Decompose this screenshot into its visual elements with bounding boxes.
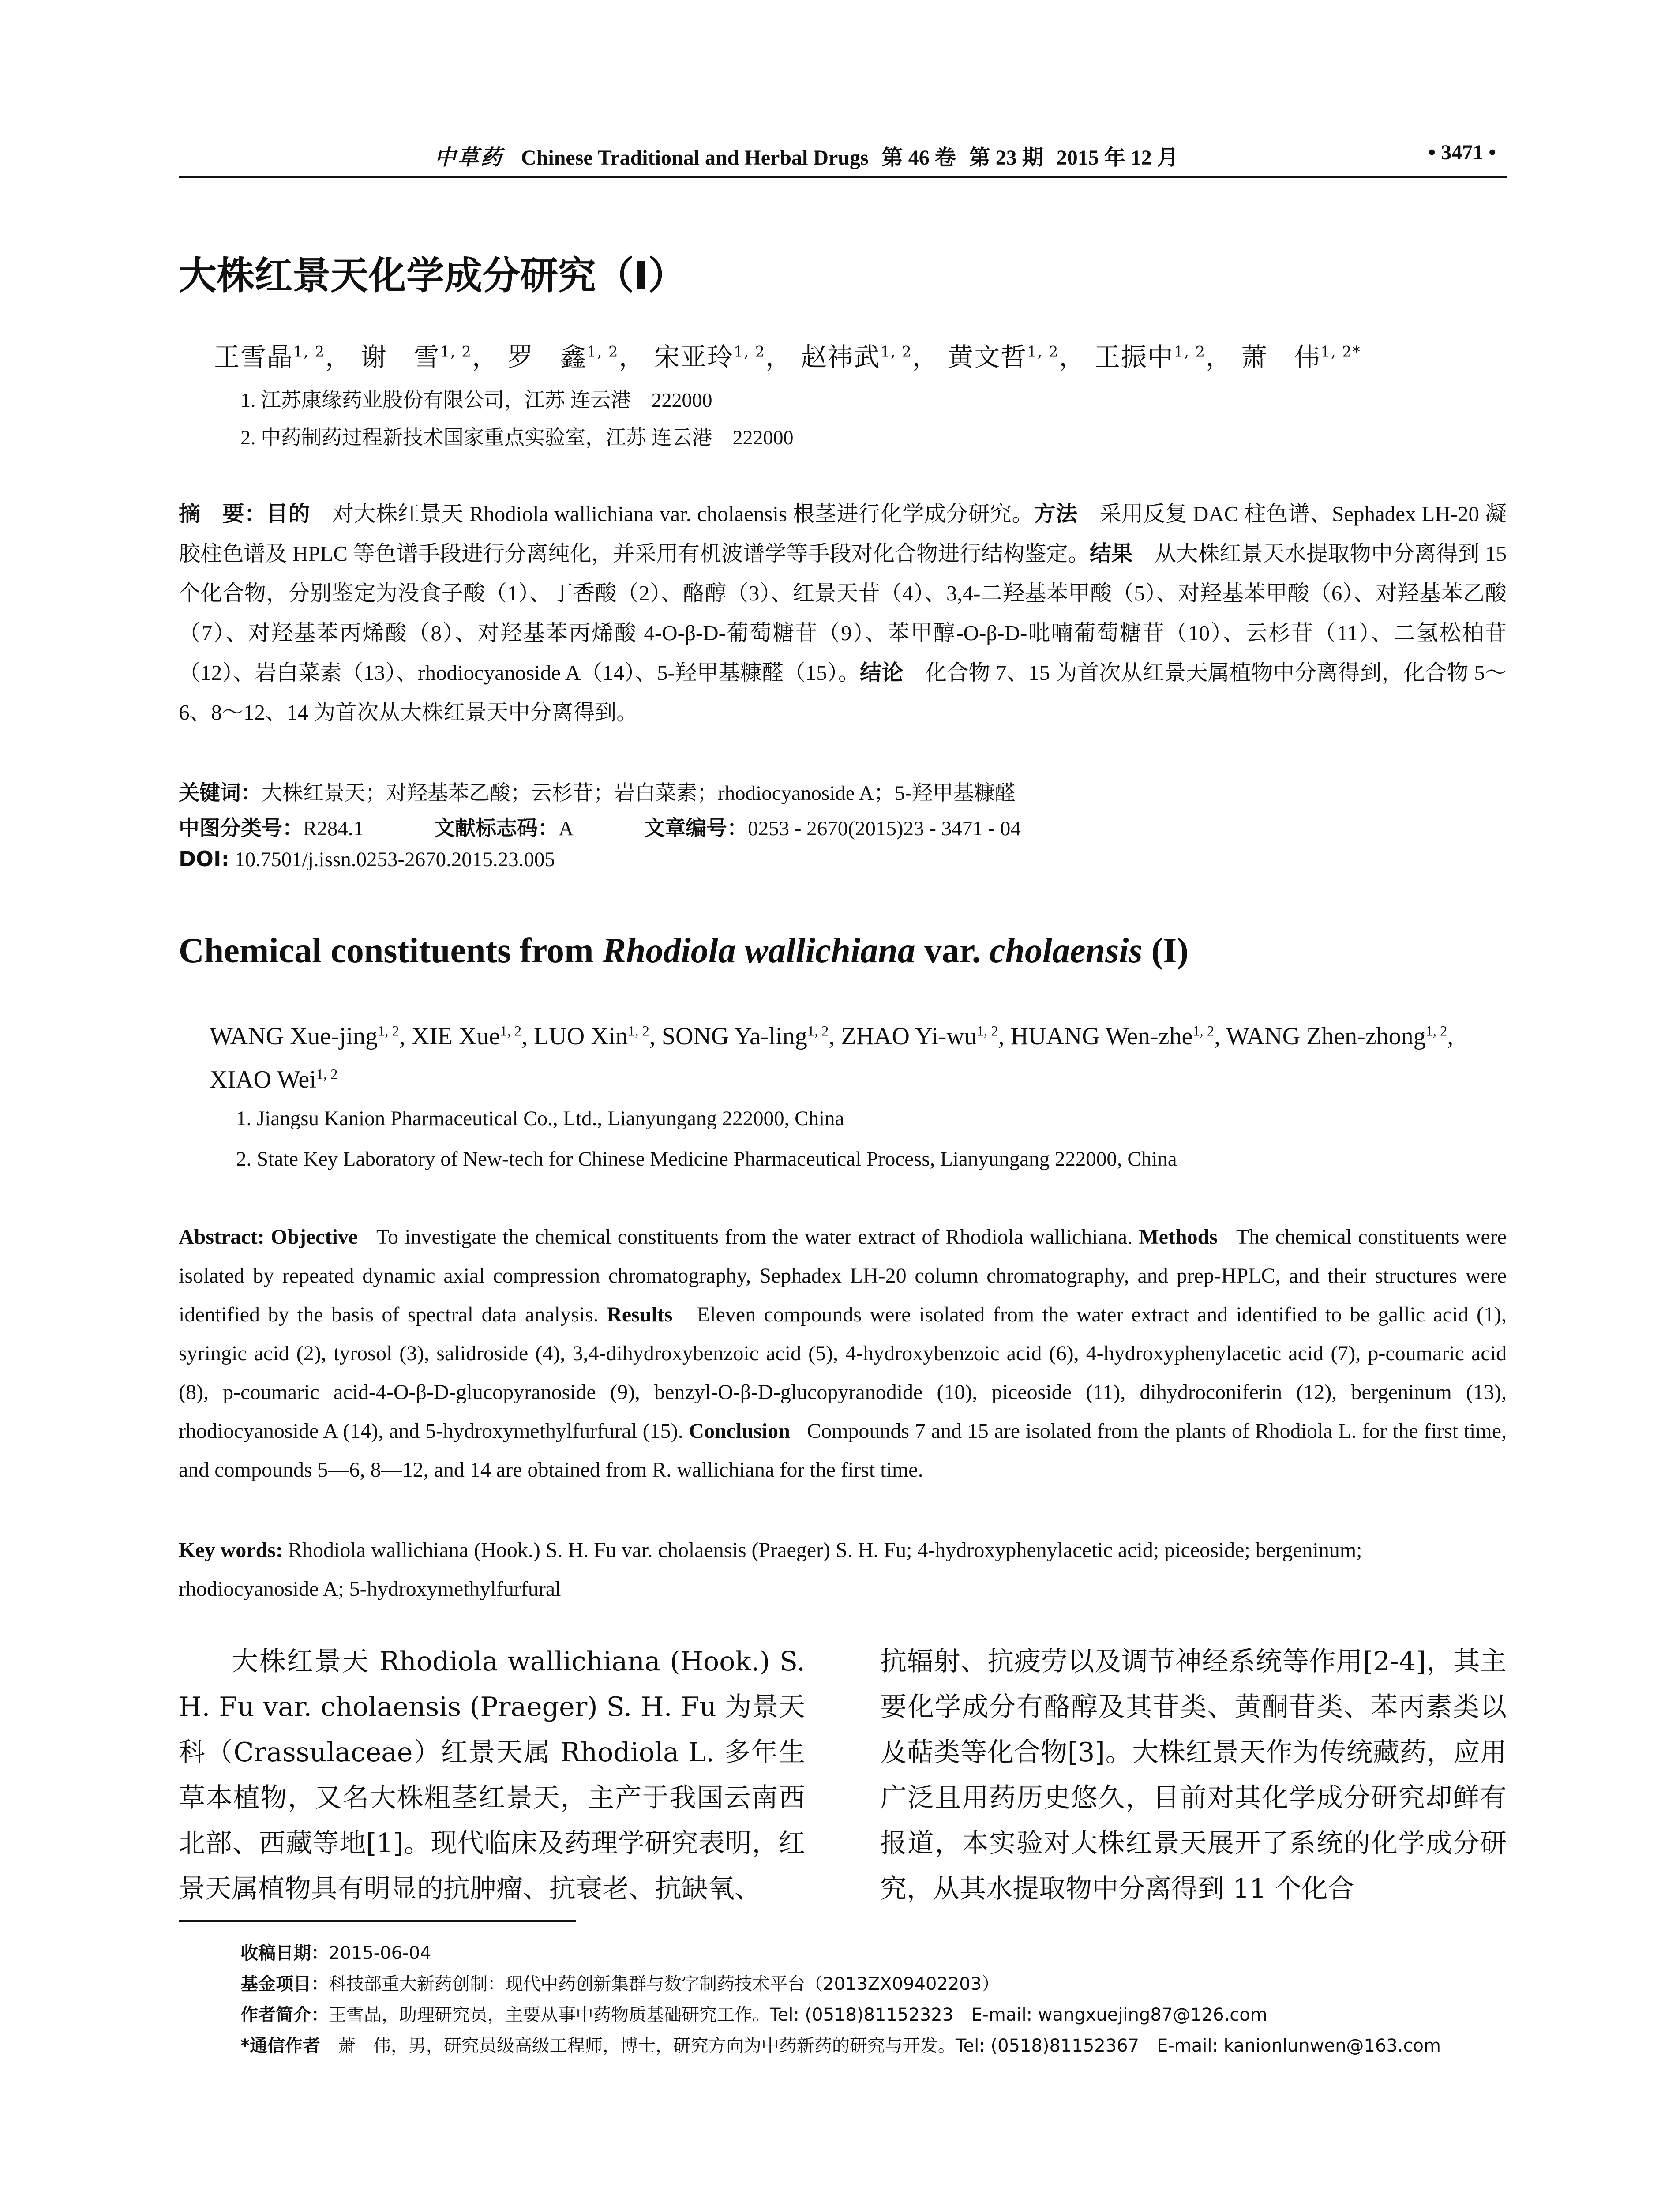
en-results: Eleven compounds were isolated from the water extract and identified to be gallic acid (1), syringic acid (2), tyrosol (3), salidroside (4), 3,4-dihydroxybenzoic acid (5), 4-hydroxybenzoic acid (6), 4-hydroxyphenylacetic acid (7), p-coumaric acid (8), p-coumaric acid-4-O-β-D-glucopyranoside (9), benzyl-O-β-D-glucopyranodide (10), piceoside (11), dihydroconiferin (12), bergeninum (13), rhodiocyanoside A (14), and 5-hydroxymethylfurfural (15). bbox=[179, 1303, 1507, 1443]
footnote-author: 作者简介：王雪晶，助理研究员，主要从事中药物质基础研究工作。Tel: (0518)81152323 E-mail: wangxuejing87@126.com bbox=[240, 2005, 1268, 2025]
cn-keywords: 关键词：大株红景天；对羟基苯乙酸；云杉苷；岩白菜素；rhodiocyanoside A；5-羟甲基糠醛 bbox=[179, 781, 1016, 805]
cn-affiliation-2: 2. 中药制药过程新技术国家重点实验室，江苏 连云港 222000 bbox=[240, 426, 794, 449]
cn-author: 罗 鑫$^{1, 2}$， bbox=[507, 342, 645, 372]
en-conclusion: Compounds 7 and 15 are isolated from the plants of Rhodiola L. for the first time, and compounds 5—6, 8—12, and 14 are obtained from R. wallichiana for the first time. bbox=[179, 1419, 1507, 1482]
journal-name-cn: 中草药 bbox=[435, 146, 504, 169]
cn-author: 谢 雪$^{1, 2}$， bbox=[360, 342, 499, 372]
cn-classification: 中图分类号：R284.1 文献标志码：A 文章编号：0253 - 2670(2015)23 - 3471 - 04 bbox=[179, 816, 1021, 840]
doi-line: DOI: 10.7501/j.issn.0253-2670.2015.23.005 bbox=[179, 847, 555, 871]
cn-author: 王振中$^{1, 2}$， bbox=[1094, 342, 1233, 372]
en-author: SONG Ya-ling$^{1, 2}$, bbox=[661, 1023, 841, 1050]
en-conclusion-label: Conclusion bbox=[689, 1419, 790, 1443]
footnote-rule bbox=[179, 1920, 576, 1922]
body-left-column: 大株红景天 Rhodiola wallichiana (Hook.) S. H. Fu var. cholaensis (Praeger) S. H. Fu 为景天科（Crassulaceae）红景天属 Rhodiola L. 多年生草本植物，又名大株粗茎红景天，主产于我国云南西北部、西藏等地[1]。现代临床及药理学研究表明，红景天属植物具有明显的抗肿瘤、抗衰老、抗缺氧、 bbox=[179, 1646, 805, 1904]
cn-methods: 采用反复 DAC 柱色谱、Sephadex LH-20 凝胶柱色谱及 HPLC 等色谱手段进行分离纯化，并采用有机波谱学等手段对化合物进行结构鉴定。 bbox=[179, 502, 1507, 566]
cn-author: 萧 伟$^{1, 2*}$ bbox=[1241, 342, 1361, 372]
cn-author: 王雪晶$^{1, 2}$， bbox=[214, 342, 352, 372]
cn-author: 黄文哲$^{1, 2}$， bbox=[948, 342, 1086, 372]
en-methods-label: Methods bbox=[1139, 1225, 1218, 1249]
en-author: LUO Xin$^{1, 2}$, bbox=[534, 1023, 662, 1050]
en-affiliation-2: 2. State Key Laboratory of New-tech for Chinese Medicine Pharmaceutical Process, Lianyungang 222000, China bbox=[236, 1148, 1177, 1171]
en-affiliation-1: 1. Jiangsu Kanion Pharmaceutical Co., Ltd., Lianyungang 222000, China bbox=[236, 1107, 844, 1130]
cn-objective-label: 目的 bbox=[266, 501, 311, 526]
en-abstract bbox=[179, 1218, 1507, 1489]
volume: 第 46 卷 bbox=[881, 146, 956, 169]
en-author: XIE Xue$^{1, 2}$, bbox=[411, 1023, 534, 1050]
cn-title: 大株红景天化学成分研究（I） bbox=[179, 254, 686, 298]
cn-conclusion: 化合物 7、15 为首次从红景天属植物中分离得到，化合物 5～6、8～12、14 为首次从大株红景天中分离得到。 bbox=[179, 660, 1507, 724]
cn-conclusion-label: 结论 bbox=[860, 660, 904, 685]
cn-affiliation-1: 1. 江苏康缘药业股份有限公司，江苏 连云港 222000 bbox=[240, 389, 712, 411]
issue: 第 23 期 bbox=[969, 146, 1043, 169]
en-author: HUANG Wen-zhe$^{1, 2}$, bbox=[1010, 1023, 1226, 1050]
running-header-left bbox=[435, 140, 1192, 171]
cn-abstract-label: 摘 要： bbox=[179, 501, 266, 526]
en-author: ZHAO Yi-wu$^{1, 2}$, bbox=[841, 1023, 1011, 1050]
cn-results-label: 结果 bbox=[1089, 541, 1133, 566]
cn-results: 从大株红景天水提取物中分离得到 15 个化合物，分别鉴定为没食子酸（1）、丁香酸（2）、酪醇（3）、红景天苷（4）、3,4-二羟基苯甲酸（5）、对羟基苯甲酸（6）、对羟基苯乙酸（7）、对羟基苯丙烯酸（8）、对羟基苯丙烯酸 4-O-β-D-葡萄糖苷（9）、苯甲醇-O-β-D-吡喃葡萄糖苷（10）、云杉苷（11）、二氢松柏苷（12）、岩白菜素（13）、rhodiocyanoside A（14）、5-羟甲基糠醛（15）。 bbox=[179, 541, 1507, 685]
en-author: WANG Xue-jing$^{1, 2}$, bbox=[210, 1023, 412, 1050]
running-header bbox=[179, 140, 1507, 178]
cn-objective: 对大株红景天 Rhodiola wallichiana var. cholaensis 根茎进行化学成分研究。 bbox=[332, 502, 1034, 526]
en-author: WANG Zhen-zhong$^{1, 2}$, bbox=[1226, 1023, 1454, 1050]
cn-author-list bbox=[214, 336, 1361, 373]
cn-author: 赵祎武$^{1, 2}$， bbox=[801, 342, 939, 372]
en-keywords: Key words: Rhodiola wallichiana (Hook.) S. H. Fu var. cholaensis (Praeger) S. H. Fu; 4-hydroxyphenylacetic acid; piceoside; bergeninum; rhodiocyanoside A; 5-hydroxymethylfurfural bbox=[179, 1538, 1362, 1601]
en-author-list bbox=[210, 1015, 1507, 1101]
en-methods: The chemical constituents were isolated by repeated dynamic axial compression chromatography, Sephadex LH-20 column chromatography, and prep-HPLC, and their structures were identified by the basis of spectral data analysis. bbox=[179, 1225, 1507, 1326]
page-number: • 3471 • bbox=[1428, 141, 1496, 164]
en-objective: To investigate the chemical constituents from the water extract of Rhodiola wallichiana. bbox=[376, 1225, 1133, 1249]
issue-date: 2015 年 12 月 bbox=[1056, 146, 1178, 169]
en-title: Chemical constituents from Rhodiola wallichiana var. cholaensis (I) bbox=[179, 931, 1189, 970]
body-right-column: 抗辐射、抗疲劳以及调节神经系统等作用[2-4]，其主要化学成分有酪醇及其苷类、黄酮苷类、苯丙素类以及萜类等化合物[3]。大株红景天作为传统藏药，应用广泛且用药历史悠久，目前对其化学成分研究却鲜有报道，本实验对大株红景天展开了系统的化学成分研究，从其水提取物中分离得到 11 个化合 bbox=[880, 1646, 1507, 1904]
footnote-received: 收稿日期：2015-06-04 bbox=[240, 1943, 431, 1963]
en-results-label: Results bbox=[607, 1303, 673, 1326]
journal-name-en: Chinese Traditional and Herbal Drugs bbox=[521, 146, 869, 169]
cn-abstract bbox=[179, 494, 1507, 732]
footnote-corresponding: *通信作者 萧 伟，男，研究员级高级工程师，博士，研究方向为中药新药的研究与开发。Tel: (0518)81152367 E-mail: kanionlunwen@163.com bbox=[240, 2036, 1441, 2056]
cn-methods-label: 方法 bbox=[1034, 501, 1078, 526]
footnote-fund: 基金项目：科技部重大新药创制：现代中药创新集群与数字制药技术平台（2013ZX09402203） bbox=[240, 1974, 1000, 1994]
en-author: XIAO Wei$^{1, 2}$ bbox=[210, 1066, 338, 1093]
cn-author: 宋亚玲$^{1, 2}$， bbox=[654, 342, 792, 372]
en-abstract-label: Abstract: Objective bbox=[179, 1225, 358, 1249]
